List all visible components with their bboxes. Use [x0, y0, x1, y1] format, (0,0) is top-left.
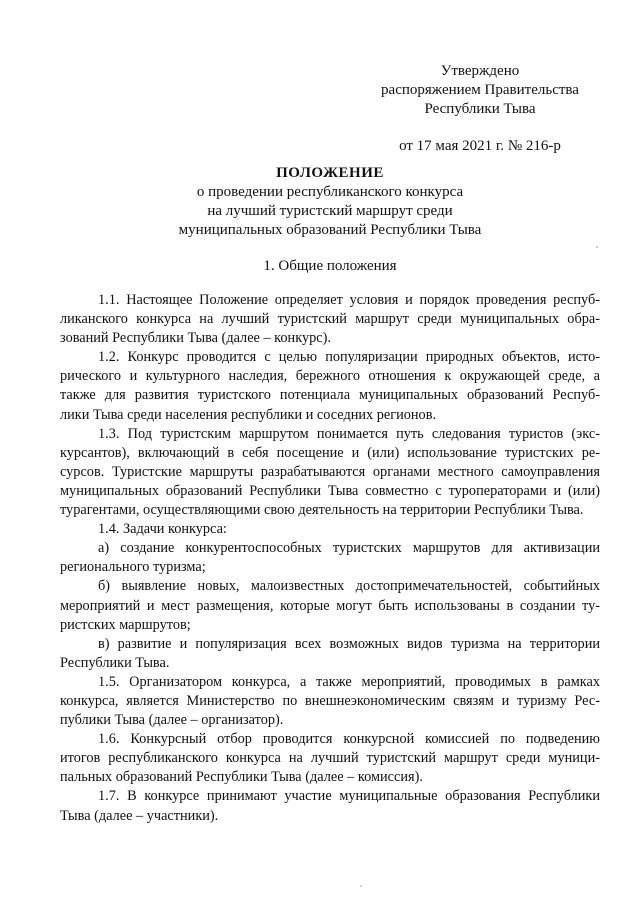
paragraph-1-4-a [60, 539, 600, 577]
paragraph-line: итогов республиканского конкурса на лучший туристский маршрут среди муници- [60, 750, 600, 767]
paragraph-line: рического и культурного наследия, бережного отношения к окружающей среде, а [60, 368, 600, 385]
approval-line-approved: Утверждено [440, 63, 520, 79]
paragraph-line: 1.4. Задачи конкурса: [98, 521, 227, 538]
paragraph-line: 1.6. Конкурсный отбор проводится конкурсной комиссией по подведению [98, 731, 600, 748]
scan-artifact [360, 885, 362, 887]
paragraph-1-5 [60, 673, 600, 730]
paragraph-line: 1.1. Настоящее Положение определяет условия и порядок проведения респуб- [98, 292, 600, 308]
paragraph-line: 1.3. Под туристским маршрутом понимается путь следования туристов (экс- [98, 425, 600, 442]
paragraph-1-1 [60, 291, 600, 348]
document-subtitle-line: на лучший туристский маршрут среди [207, 203, 453, 219]
paragraph-line: ликанского конкурса на лучший туристский маршрут среди муниципальных обра- [60, 311, 600, 328]
paragraph-line: конкурса, является Министерство по внешнеэкономическим связям и туризму Рес- [60, 692, 600, 709]
paragraph-1-6 [60, 730, 600, 787]
paragraph-line: регионального туризма; [60, 559, 206, 576]
paragraph-line: курсантов), включающий в себя посещение и (или) использование туристских ре- [60, 444, 600, 461]
document-subtitle-line: муниципальных образований Республики Тыва [178, 222, 482, 238]
scan-artifact [596, 246, 598, 248]
paragraph-line: пальных образований Республики Тыва (далее – комиссия). [60, 769, 423, 786]
paragraph-1-4 [60, 520, 600, 539]
paragraph-1-2 [60, 348, 600, 424]
paragraph-line: 1.2. Конкурс проводится с целью популяризации природных объектов, исто- [98, 349, 600, 366]
document-heading [60, 164, 600, 240]
paragraph-line: сурсов. Туристские маршруты разрабатываются органами местного самоуправления [60, 463, 600, 480]
paragraph-line: также для развития туристского потенциала муниципальных образований Респуб- [60, 387, 600, 404]
document-body [60, 291, 600, 826]
paragraph-1-4-c [60, 635, 600, 673]
document-subtitle-line: о проведении республиканского конкурса [196, 184, 464, 200]
paragraph-line: б) выявление новых, малоизвестных достопримечательностей, событийных [98, 578, 600, 595]
approval-date-number: от 17 мая 2021 г. № 216-р [399, 138, 561, 154]
paragraph-1-7 [60, 787, 600, 825]
document-title: ПОЛОЖЕНИЕ [276, 165, 384, 181]
paragraph-line: 1.5. Организатором конкурса, а также мероприятий, проводимых в рамках [98, 673, 600, 690]
paragraph-line: мероприятий и мест размещения, которые могут быть использованы в создании ту- [60, 597, 600, 614]
approval-line-order: распоряжением Правительства [381, 82, 579, 98]
paragraph-line: Тыва (далее – участники). [60, 807, 219, 824]
paragraph-line: в) развитие и популяризация всех возможных видов туризма на территории [98, 635, 600, 652]
paragraph-1-3 [60, 425, 600, 520]
paragraph-line: ристских маршрутов; [60, 616, 191, 633]
section-title: 1. Общие положения [263, 258, 397, 274]
paragraph-1-4-b [60, 577, 600, 634]
paragraph-line: муниципальных образований Республики Тыва совместно с туроператорами и (или) [60, 482, 600, 499]
paragraph-line: 1.7. В конкурсе принимают участие муниципальные образования Республики [98, 788, 600, 805]
paragraph-line: Республики Тыва. [60, 654, 170, 671]
paragraph-line: а) создание конкурентоспособных туристских маршрутов для активизации [98, 540, 600, 557]
paragraph-line: публики Тыва (далее – организатор). [60, 712, 284, 729]
paragraph-line: лики Тыва среди населения республики и соседних регионов. [60, 406, 437, 423]
approval-line-republic: Республики Тыва [424, 101, 536, 117]
approval-stamp [370, 62, 590, 156]
paragraph-line: турагентами, осуществляющими свою деятельность на территории Республики Тыва. [60, 502, 584, 519]
paragraph-line: зований Республики Тыва (далее – конкурс). [60, 330, 331, 347]
